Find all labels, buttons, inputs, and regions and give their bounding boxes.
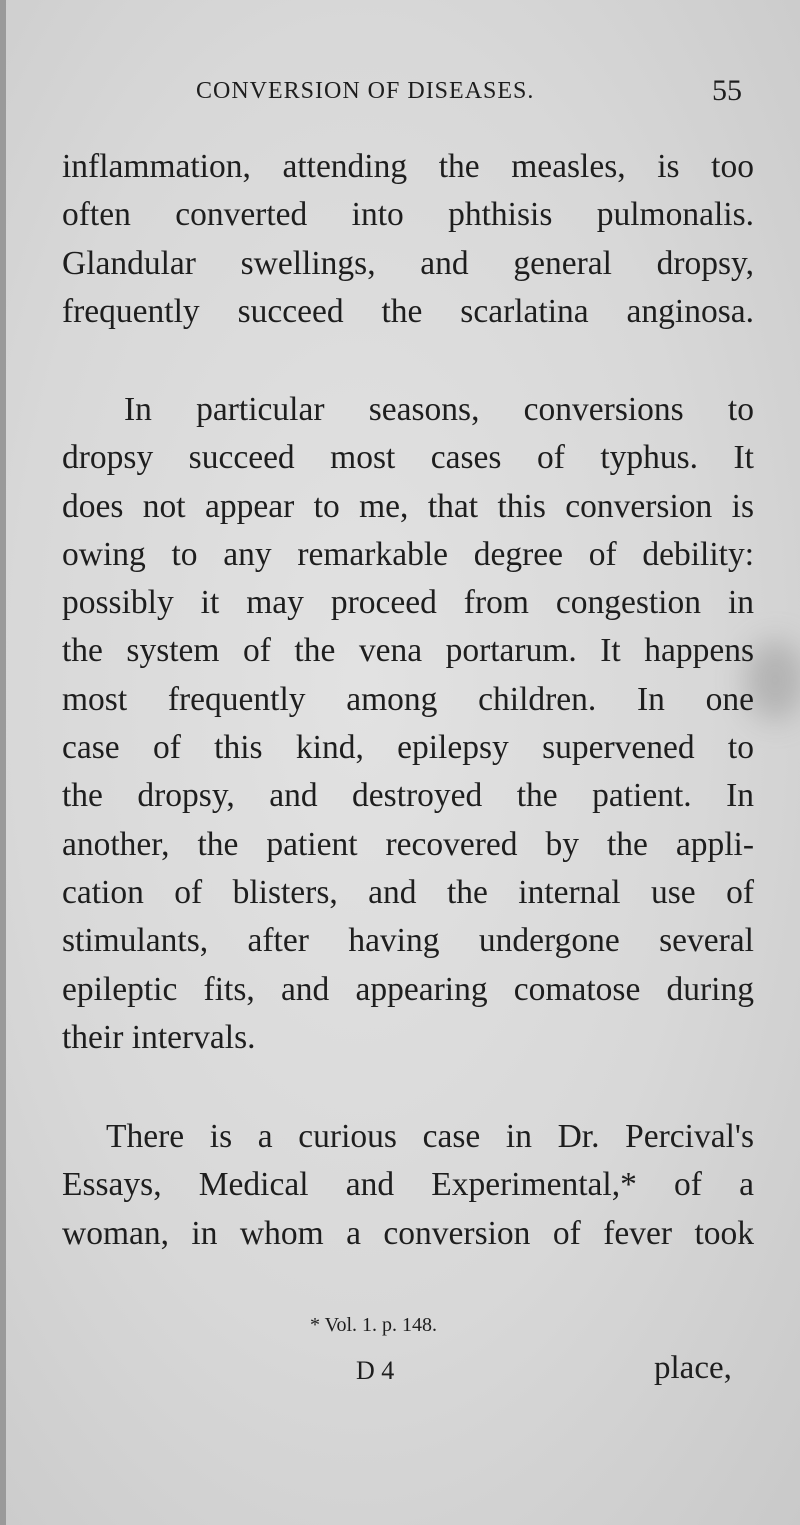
text-line: does not appear to me, that this conversion is [62, 487, 754, 525]
text-line: Glandular swellings, and general dropsy, [62, 244, 754, 282]
paragraph-2 [62, 386, 754, 1062]
text-line: the system of the vena portarum. It happens [62, 632, 754, 670]
text-line: Essays, Medical and Experimental,* of a [62, 1166, 754, 1204]
text-line: cation of blisters, and the internal use of [62, 873, 754, 911]
signature-mark: D 4 [356, 1356, 395, 1385]
running-title: CONVERSION OF DISEASES. [196, 78, 535, 104]
text-line: the dropsy, and destroyed the patient. In [62, 777, 754, 815]
page-number: 55 [712, 74, 742, 107]
text-line: case of this kind, epilepsy supervened to [62, 729, 754, 767]
text-line: often converted into phthisis pulmonalis. [62, 196, 754, 234]
footnote: * Vol. 1. p. 148. [310, 1314, 438, 1336]
text-line: possibly it may proceed from congestion in [62, 584, 754, 622]
page-header [0, 74, 800, 118]
text-line: In particular seasons, conversions to [124, 391, 754, 428]
paragraph-3 [62, 1113, 754, 1258]
text-line: woman, in whom a conversion of fever took [62, 1214, 754, 1252]
text-line: their intervals. [62, 1018, 256, 1056]
text-line: epileptic fits, and appearing comatose during [62, 970, 754, 1008]
text-line: stimulants, after having undergone several [62, 922, 754, 960]
text-line: dropsy succeed most cases of typhus. It [62, 439, 754, 477]
text-line: owing to any remarkable degree of debility: [62, 535, 754, 573]
text-line: another, the patient recovered by the appli- [62, 825, 754, 863]
text-line: inflammation, attending the measles, is too [62, 148, 754, 185]
text-line: frequently succeed the scarlatina anginosa. [62, 292, 754, 330]
paragraph-1 [62, 143, 754, 336]
text-line: There is a curious case in Dr. Percival's [106, 1118, 754, 1155]
page-edge [0, 0, 6, 1525]
catchword: place, [654, 1350, 732, 1386]
text-line: most frequently among children. In one [62, 680, 754, 718]
